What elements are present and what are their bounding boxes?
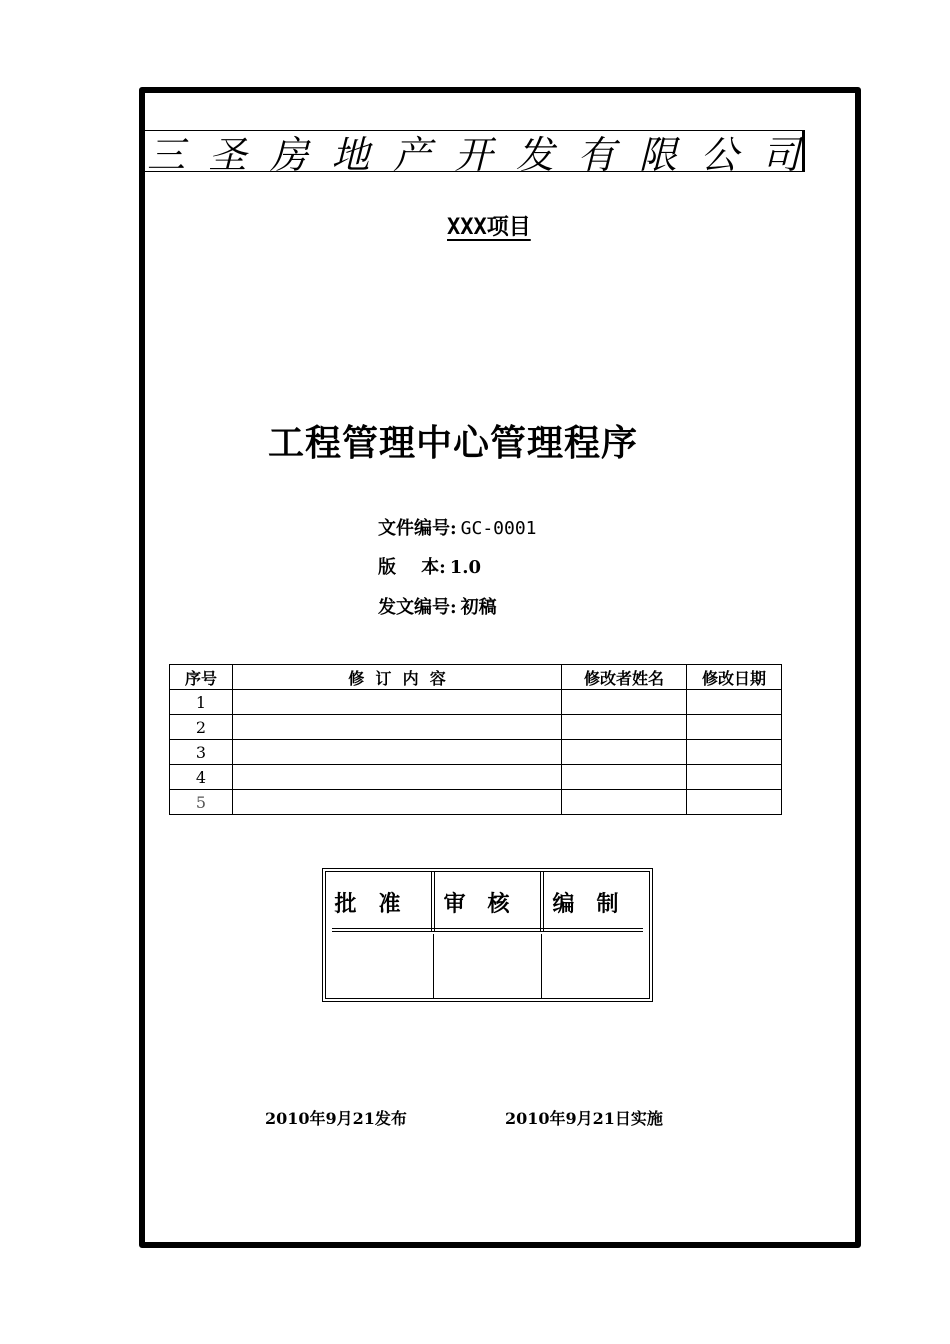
file-number-value: GC-0001 bbox=[460, 518, 537, 539]
review-label: 审核 bbox=[443, 890, 532, 917]
row-seq: 4 bbox=[170, 765, 233, 790]
company-char: 地 bbox=[331, 132, 370, 177]
company-name bbox=[145, 130, 805, 177]
row-seq: 5 bbox=[170, 790, 233, 815]
table-row bbox=[170, 715, 782, 740]
issue-number-label: 发文编号: bbox=[378, 597, 457, 618]
col-header-content: 修 订 内 容 bbox=[233, 665, 562, 690]
col-header-date: 修改日期 bbox=[687, 665, 782, 690]
table-row bbox=[170, 765, 782, 790]
company-char: 公 bbox=[700, 132, 739, 177]
col-header-editor: 修改者姓名 bbox=[562, 665, 687, 690]
company-char: 开 bbox=[454, 132, 493, 177]
company-char: 产 bbox=[392, 132, 431, 177]
table-row bbox=[170, 690, 782, 715]
col-header-seq: 序号 bbox=[170, 665, 233, 690]
table-row bbox=[170, 790, 782, 815]
review-signature-cell bbox=[434, 934, 541, 998]
company-char: 司 bbox=[761, 132, 800, 177]
revision-header-row bbox=[170, 665, 782, 690]
company-char: 发 bbox=[515, 132, 554, 177]
revision-table bbox=[169, 664, 782, 815]
row-seq: 2 bbox=[170, 715, 233, 740]
effective-date: 2010年9月21日实施 bbox=[505, 1109, 663, 1128]
company-char: 三 bbox=[147, 132, 186, 177]
version-value: 1.0 bbox=[449, 557, 482, 578]
version-label: 版 本: bbox=[378, 557, 446, 578]
row-seq: 3 bbox=[170, 740, 233, 765]
approve-label: 批准 bbox=[334, 890, 423, 917]
table-row bbox=[170, 740, 782, 765]
approve-signature-cell bbox=[326, 934, 433, 998]
issue-number-row bbox=[378, 593, 497, 619]
issue-number-value: 初稿 bbox=[460, 597, 497, 618]
version-row bbox=[378, 553, 481, 579]
company-char: 房 bbox=[269, 132, 308, 177]
prepare-signature-cell bbox=[542, 934, 649, 998]
publish-date: 2010年9月21发布 bbox=[265, 1109, 407, 1128]
company-char: 圣 bbox=[208, 132, 247, 177]
document-title: 工程管理中心管理程序 bbox=[268, 422, 639, 464]
project-title: XXX项目 bbox=[447, 215, 531, 240]
file-number-label: 文件编号: bbox=[378, 518, 457, 539]
file-number-row bbox=[378, 514, 537, 540]
row-seq: 1 bbox=[170, 690, 233, 715]
approval-box bbox=[322, 868, 653, 1002]
prepare-label: 编制 bbox=[552, 890, 641, 917]
company-char: 有 bbox=[577, 132, 616, 177]
company-char: 限 bbox=[638, 132, 677, 177]
